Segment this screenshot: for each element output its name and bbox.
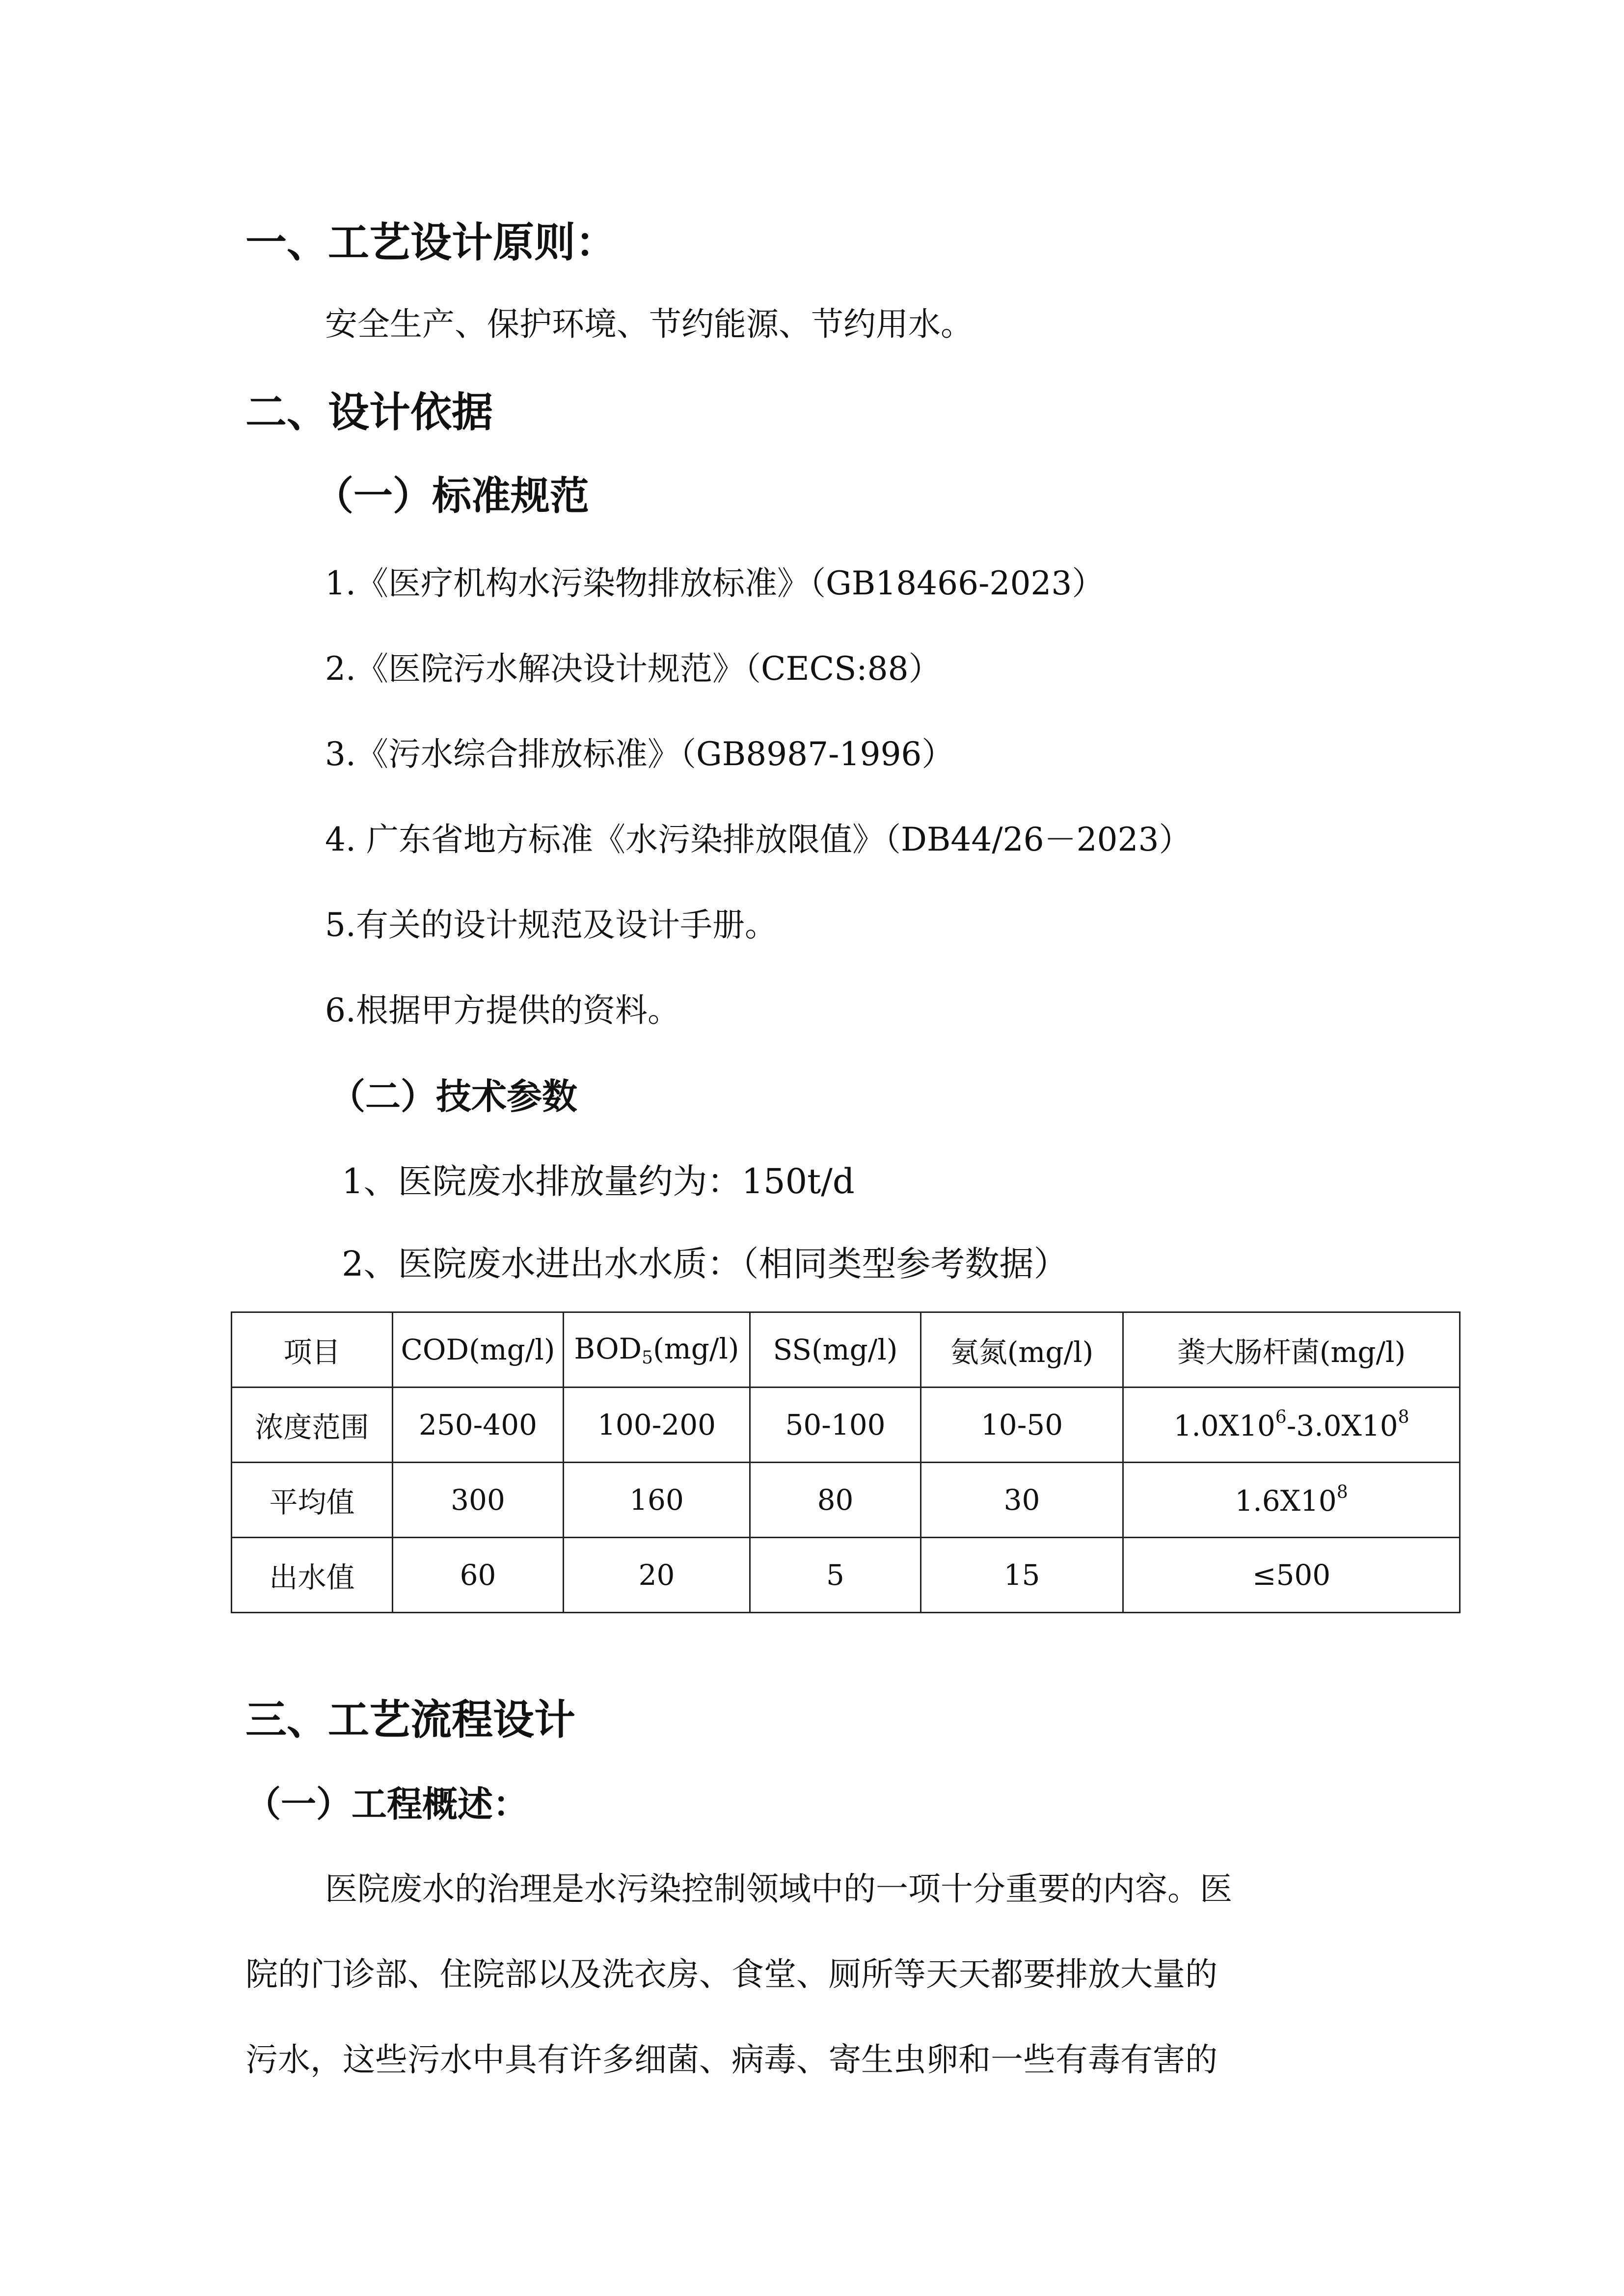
table-cell: 100-200 bbox=[564, 1388, 750, 1463]
table-row bbox=[232, 1538, 1460, 1613]
table-cell: 10-50 bbox=[921, 1388, 1123, 1463]
standard-item: 4. 广东省地方标准《水污染排放限值》（DB44/26－2023） bbox=[325, 821, 1191, 858]
table-cell: $1.6X10^8$ bbox=[1123, 1463, 1460, 1538]
subsection-heading: （一）工程概述： bbox=[245, 1783, 529, 1825]
table-cell: 50-100 bbox=[750, 1388, 921, 1463]
standard-item: 5.有关的设计规范及设计手册。 bbox=[325, 906, 777, 944]
header-cell: 氨氮(mg/l) bbox=[921, 1312, 1123, 1388]
subsection-heading: （一）标准规范 bbox=[314, 473, 589, 519]
table-cell: 15 bbox=[921, 1538, 1123, 1613]
header-cell: 粪大肠杆菌(mg/l) bbox=[1123, 1312, 1460, 1388]
water-quality-table bbox=[231, 1311, 1461, 1613]
standard-item: 2.《医院污水解决设计规范》（CECS:88） bbox=[325, 650, 941, 688]
parameter-item: 2、医院废水进出水水质：（相同类型参考数据） bbox=[342, 1244, 1068, 1284]
table-cell: ≤500 bbox=[1123, 1538, 1460, 1613]
table-row bbox=[232, 1388, 1460, 1463]
header-cell: 项目 bbox=[232, 1312, 393, 1388]
table-cell: 5 bbox=[750, 1538, 921, 1613]
table-cell: 250-400 bbox=[393, 1388, 564, 1463]
row-label: 平均值 bbox=[232, 1463, 393, 1538]
paragraph: 安全生产、保护环境、节约能源、节约用水。 bbox=[325, 305, 973, 343]
table-row bbox=[232, 1463, 1460, 1538]
paragraph-line: 医院废水的治理是水污染控制领域中的一项十分重要的内容。医 bbox=[325, 1870, 1232, 1908]
table-cell: 300 bbox=[393, 1463, 564, 1538]
table-cell: 60 bbox=[393, 1538, 564, 1613]
header-cell: SS(mg/l) bbox=[750, 1312, 921, 1388]
table-cell: 30 bbox=[921, 1463, 1123, 1538]
header-cell: COD(mg/l) bbox=[393, 1312, 564, 1388]
section-heading: 二、设计依据 bbox=[245, 388, 493, 436]
subsection-heading: （二）技术参数 bbox=[330, 1075, 578, 1117]
table-cell: $1.0X10^6-3.0X10^8$ bbox=[1123, 1388, 1460, 1463]
parameter-item: 1、医院废水排放量约为：150t/d bbox=[342, 1161, 855, 1201]
row-label: 出水值 bbox=[232, 1538, 393, 1613]
table-cell: 20 bbox=[564, 1538, 750, 1613]
table-cell: 80 bbox=[750, 1463, 921, 1538]
section-heading: 一、工艺设计原则： bbox=[245, 218, 617, 267]
section-heading: 三、工艺流程设计 bbox=[245, 1695, 576, 1744]
row-label: 浓度范围 bbox=[232, 1388, 393, 1463]
standard-item: 6.根据甲方提供的资料。 bbox=[325, 991, 680, 1029]
header-cell: $BOD_5(mg/l)$ bbox=[564, 1312, 750, 1388]
table-cell: 160 bbox=[564, 1463, 750, 1538]
paragraph-line: 污水，这些污水中具有许多细菌、病毒、寄生虫卵和一些有毒有害的 bbox=[245, 2041, 1218, 2079]
table-header-row bbox=[232, 1312, 1460, 1388]
standard-item: 1.《医疗机构水污染物排放标准》（GB18466-2023） bbox=[325, 564, 1105, 602]
standard-item: 3.《污水综合排放标准》（GB8987-1996） bbox=[325, 735, 954, 773]
paragraph-line: 院的门诊部、住院部以及洗衣房、食堂、厕所等天天都要排放大量的 bbox=[245, 1955, 1218, 1993]
